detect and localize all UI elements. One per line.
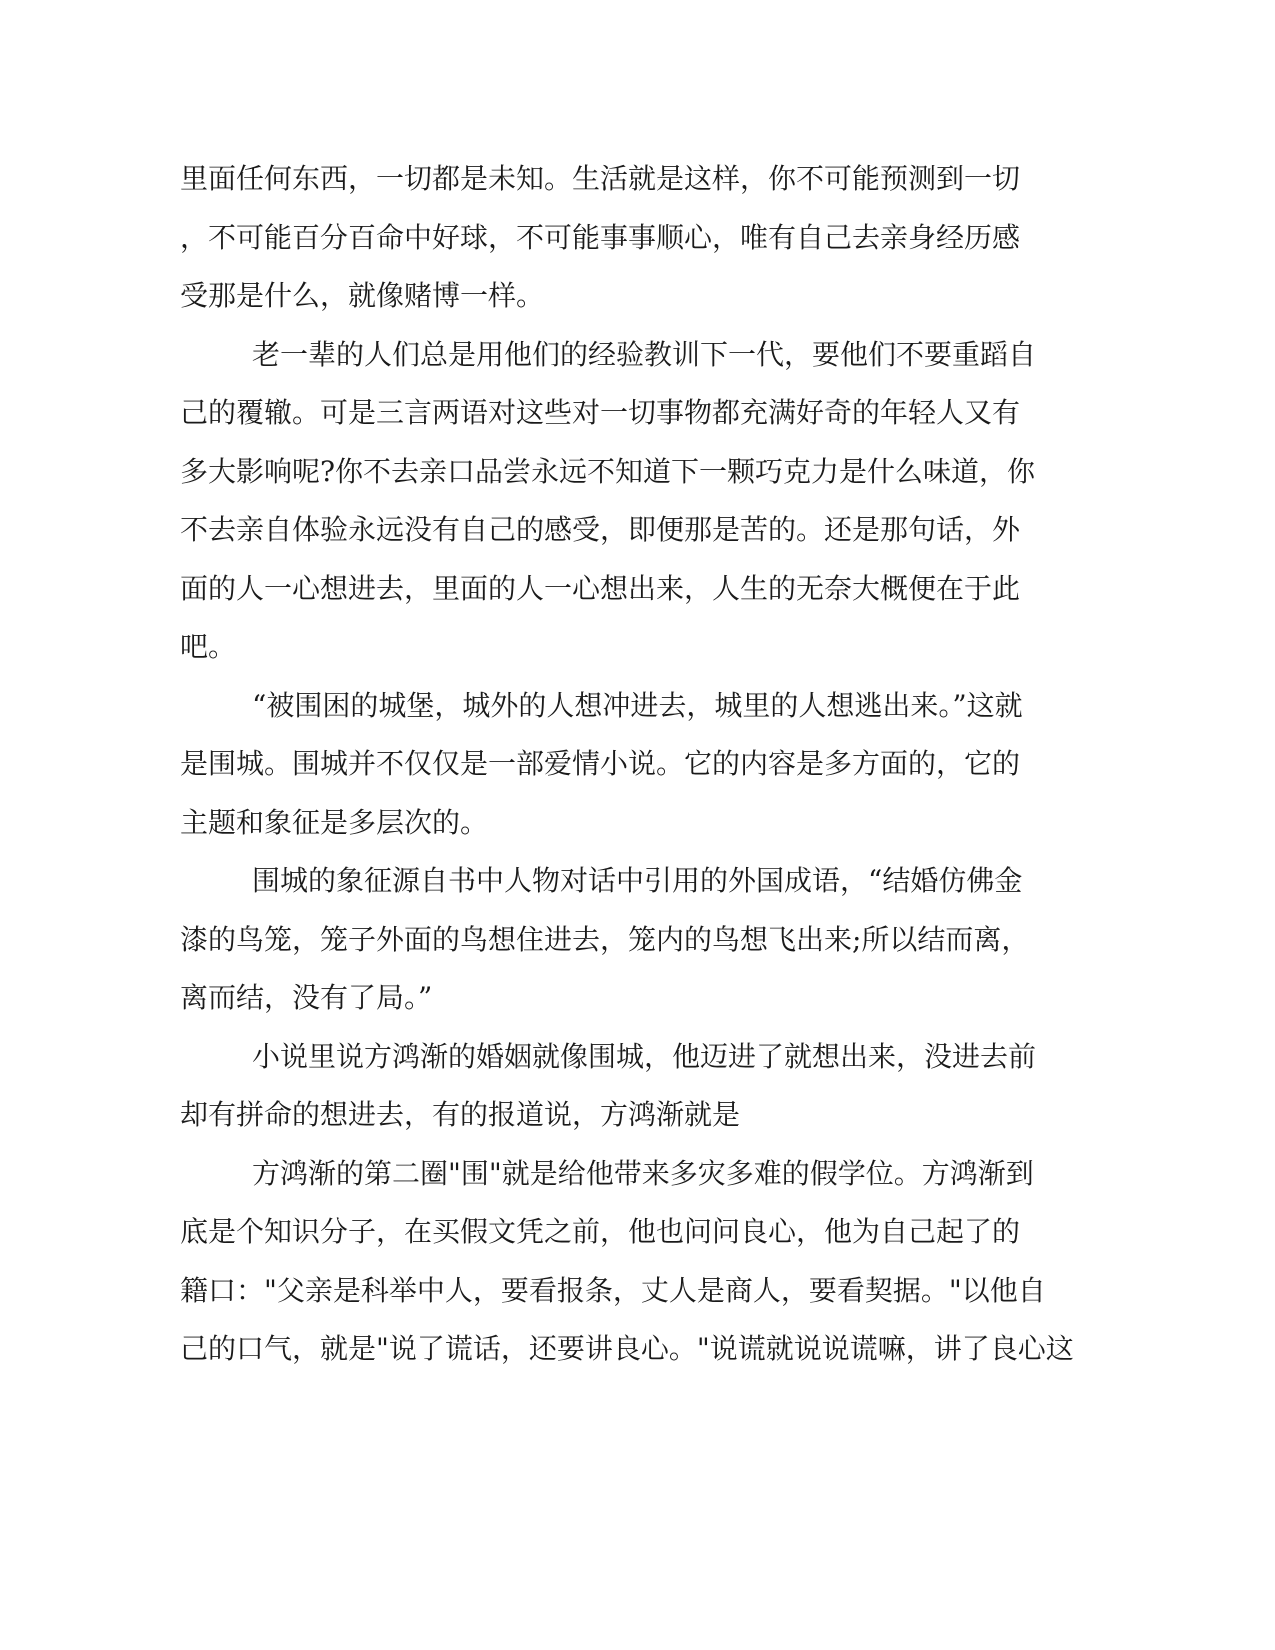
- paragraph-4: [180, 852, 1040, 1028]
- text-line: 面的人一心想进去，里面的人一心想出来，人生的无奈大概便在于此: [180, 571, 1021, 605]
- text-line: 围城的象征源自书中人物对话中引用的外国成语，“结婚仿佛金: [252, 864, 1023, 897]
- paragraph-5: [180, 1028, 1040, 1145]
- text-line: 老一辈的人们总是用他们的经验教训下一代，要他们不要重蹈自: [252, 337, 1037, 371]
- paragraph-2: [180, 326, 1040, 677]
- text-line: 里面任何东西，一切都是未知。生活就是这样，你不可能预测到一切: [180, 162, 1021, 195]
- paragraph-3: [180, 677, 1040, 853]
- text-line: 主题和象征是多层次的。: [180, 805, 489, 839]
- text-line: 离而结，没有了局。”: [180, 981, 433, 1014]
- document-page: [180, 150, 1074, 1379]
- text-line: 底是个知识分子，在买假文凭之前，他也问问良心，他为自己起了的: [180, 1215, 1021, 1248]
- text-line: 却有拼命的想进去，有的报道说，方鸿渐就是: [180, 1098, 741, 1131]
- text-line: 己的口气，就是"说了谎话，还要讲良心。"说谎就说说谎嘛，讲了良心这: [180, 1332, 1074, 1365]
- paragraph-1: [180, 150, 1040, 326]
- text-line: 小说里说方鸿渐的婚姻就像围城，他迈进了就想出来，没进去前: [252, 1039, 1037, 1073]
- text-line: 多大影响呢?你不去亲口品尝永远不知道下一颗巧克力是什么味道，你: [180, 454, 1036, 488]
- text-line: 吧。: [180, 630, 237, 663]
- text-line: 受那是什么，就像赌博一样。: [180, 279, 545, 312]
- text-line: 是围城。围城并不仅仅是一部爱情小说。它的内容是多方面的，它的: [180, 747, 1021, 780]
- text-line: 不去亲自体验永远没有自己的感受，即便那是苦的。还是那句话，外: [180, 513, 1021, 546]
- paragraph-6: [180, 1145, 1074, 1379]
- text-line: 籍口："父亲是科举中人，要看报条，丈人是商人，要看契据。"以他自: [180, 1273, 1046, 1307]
- text-line: 漆的鸟笼，笼子外面的鸟想住进去，笼内的鸟想飞出来;所以结而离，: [180, 922, 1030, 956]
- text-line: ，不可能百分百命中好球，不可能事事顺心，唯有自己去亲身经历感: [180, 220, 1021, 254]
- text-line: 方鸿渐的第二圈"围"就是给他带来多灾多难的假学位。方鸿渐到: [252, 1156, 1034, 1190]
- text-line: 己的覆辙。可是三言两语对这些对一切事物都充满好奇的年轻人又有: [180, 396, 1021, 429]
- text-line: “被围困的城堡，城外的人想冲进去，城里的人想逃出来。”这就: [252, 688, 1023, 722]
